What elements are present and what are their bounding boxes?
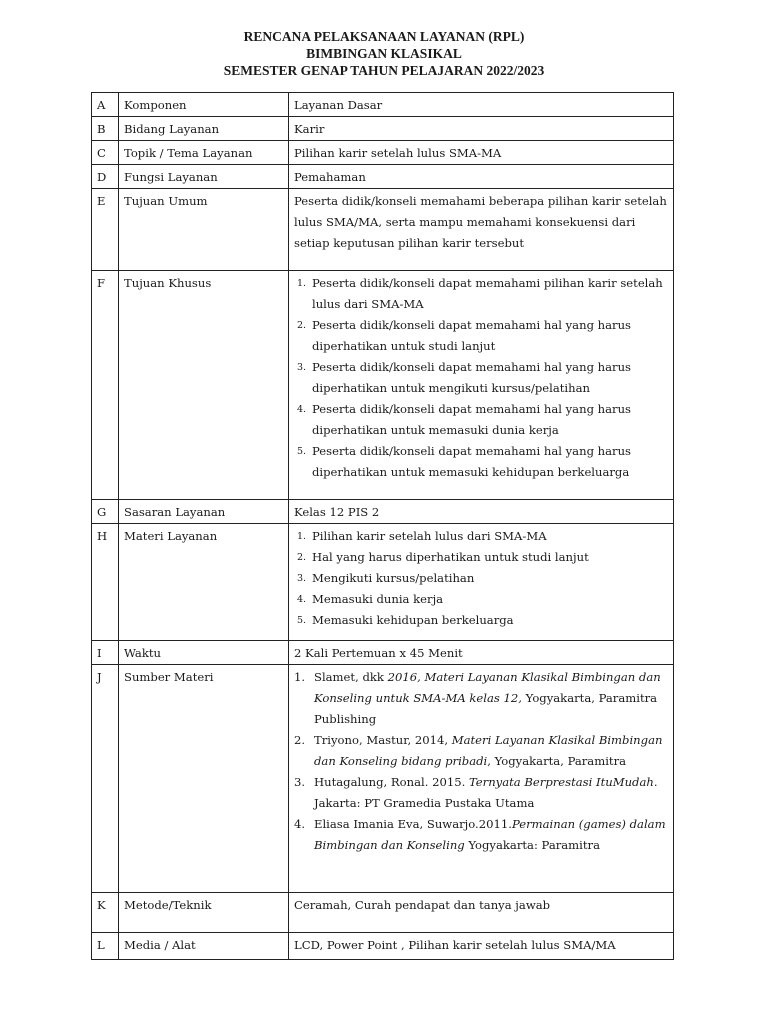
- row-value: Karir: [289, 117, 674, 141]
- list-number: 1.: [294, 670, 306, 684]
- table-row: [92, 893, 674, 933]
- row-label: Topik / Tema Layanan: [119, 141, 289, 165]
- list-number: 3.: [297, 573, 307, 584]
- list-item-text: Peserta didik/konseli dapat memahami hal yang harus diperhatikan untuk studi lanjut: [312, 318, 632, 353]
- row-label: Tujuan Umum: [119, 189, 289, 271]
- document-title: [0, 28, 768, 79]
- list-item: [294, 814, 669, 856]
- list-item-text: Peserta didik/konseli dapat memahami hal yang harus diperhatikan untuk memasuki dunia kerja: [312, 402, 632, 437]
- list-item: [294, 667, 669, 730]
- sumber-materi-list: [294, 667, 669, 856]
- row-code: K: [92, 893, 119, 933]
- list-item: [294, 357, 669, 399]
- row-code: F: [92, 271, 119, 500]
- table-row: [92, 665, 674, 893]
- table-row: [92, 141, 674, 165]
- title-line-1: RENCANA PELAKSANAAN LAYANAN (RPL): [243, 29, 525, 44]
- list-number: 1.: [297, 278, 307, 289]
- row-label: Metode/Teknik: [119, 893, 289, 933]
- row-code: E: [92, 189, 119, 271]
- row-value: Pilihan karir setelah lulus SMA-MA: [289, 141, 674, 165]
- list-number: 5.: [297, 446, 307, 457]
- row-label: Waktu: [119, 641, 289, 665]
- row-code: B: [92, 117, 119, 141]
- list-item-text: Memasuki dunia kerja: [312, 592, 444, 606]
- row-code: A: [92, 93, 119, 117]
- list-number: 4.: [294, 817, 306, 831]
- list-item-text: Peserta didik/konseli dapat memahami pilihan karir setelah lulus dari SMA-MA: [312, 276, 663, 311]
- table-row: [92, 641, 674, 665]
- list-item-text: Peserta didik/konseli dapat memahami hal yang harus diperhatikan untuk memasuki kehidupan berkeluarga: [312, 444, 632, 479]
- row-value: Kelas 12 PIS 2: [289, 500, 674, 524]
- list-item: [294, 547, 669, 568]
- list-item: [294, 399, 669, 441]
- table-row: [92, 93, 674, 117]
- table-row: [92, 524, 674, 641]
- list-number: 3.: [297, 362, 307, 373]
- list-item: [294, 568, 669, 589]
- source-author: Slamet, dkk: [314, 670, 388, 684]
- list-number: 4.: [297, 594, 307, 605]
- table-row: [92, 165, 674, 189]
- list-number: 5.: [297, 615, 307, 626]
- source-title: Materi Layanan Klasikal Bimbingan dan Konseling bidang pribadi: [314, 733, 663, 768]
- row-value: Pemahaman: [289, 165, 674, 189]
- row-label: Komponen: [119, 93, 289, 117]
- row-value: [289, 271, 674, 500]
- row-label: Tujuan Khusus: [119, 271, 289, 500]
- row-code: C: [92, 141, 119, 165]
- source-title: Ternyata Berprestasi ItuMudah.: [468, 775, 658, 789]
- source-publisher: Yogyakarta: Paramitra: [464, 838, 601, 852]
- list-item: [294, 772, 669, 814]
- row-code: H: [92, 524, 119, 641]
- list-number: 2.: [297, 320, 307, 331]
- source-title: 2016, Materi Layanan Klasikal Bimbingan dan Konseling untuk SMA-MA kelas 12,: [314, 670, 661, 705]
- row-value: [289, 524, 674, 641]
- materi-layanan-list: [294, 526, 669, 631]
- table-row: [92, 117, 674, 141]
- row-label: Bidang Layanan: [119, 117, 289, 141]
- tujuan-khusus-list: [294, 273, 669, 483]
- row-value: LCD, Power Point , Pilihan karir setelah lulus SMA/MA: [289, 933, 674, 960]
- source-author: Eliasa Imania Eva, Suwarjo.2011.: [314, 817, 512, 831]
- table-row: [92, 189, 674, 271]
- row-value: Peserta didik/konseli memahami beberapa pilihan karir setelah lulus SMA/MA, serta mampu memahami konsekuensi dari setiap keputusan pilihan karir tersebut: [289, 189, 674, 271]
- title-line-3: SEMESTER GENAP TAHUN PELAJARAN 2022/2023: [223, 63, 545, 78]
- list-item-text: Memasuki kehidupan berkeluarga: [312, 613, 514, 627]
- row-code: I: [92, 641, 119, 665]
- list-item-text: Hal yang harus diperhatikan untuk studi lanjut: [312, 550, 589, 564]
- source-author: Hutagalung, Ronal. 2015.: [314, 775, 469, 789]
- title-line-2: BIMBINGAN KLASIKAL: [306, 46, 462, 61]
- list-item: [294, 610, 669, 631]
- list-item: [294, 273, 669, 315]
- source-title: Permainan (games) dalam Bimbingan dan Konseling: [314, 817, 666, 852]
- list-item: [294, 441, 669, 483]
- list-item-text: Mengikuti kursus/pelatihan: [312, 571, 475, 585]
- source-publisher: , Yogyakarta, Paramitra: [487, 754, 627, 768]
- row-value: 2 Kali Pertemuan x 45 Menit: [289, 641, 674, 665]
- row-code: D: [92, 165, 119, 189]
- row-label: Sasaran Layanan: [119, 500, 289, 524]
- row-code: J: [92, 665, 119, 893]
- list-number: 1.: [297, 531, 307, 542]
- list-number: 2.: [294, 733, 306, 747]
- row-value: Ceramah, Curah pendapat dan tanya jawab: [289, 893, 674, 933]
- source-publisher: Yogyakarta, Paramitra Publishing: [314, 691, 658, 726]
- list-item: [294, 589, 669, 610]
- source-publisher: Jakarta: PT Gramedia Pustaka Utama: [314, 796, 535, 810]
- list-item: [294, 730, 669, 772]
- list-item-text: Peserta didik/konseli dapat memahami hal yang harus diperhatikan untuk mengikuti kursus/pelatihan: [312, 360, 632, 395]
- row-value: [289, 665, 674, 893]
- row-label: Media / Alat: [119, 933, 289, 960]
- list-number: 3.: [294, 775, 306, 789]
- row-code: G: [92, 500, 119, 524]
- row-label: Fungsi Layanan: [119, 165, 289, 189]
- row-label: Sumber Materi: [119, 665, 289, 893]
- rpl-table: [91, 92, 674, 960]
- row-label: Materi Layanan: [119, 524, 289, 641]
- source-author: Triyono, Mastur, 2014,: [314, 733, 452, 747]
- list-number: 2.: [297, 552, 307, 563]
- row-code: L: [92, 933, 119, 960]
- list-item: [294, 315, 669, 357]
- table-row: [92, 933, 674, 960]
- list-number: 4.: [297, 404, 307, 415]
- table-row: [92, 271, 674, 500]
- list-item: [294, 526, 669, 547]
- list-item-text: Pilihan karir setelah lulus dari SMA-MA: [312, 529, 547, 543]
- row-value: Layanan Dasar: [289, 93, 674, 117]
- table-row: [92, 500, 674, 524]
